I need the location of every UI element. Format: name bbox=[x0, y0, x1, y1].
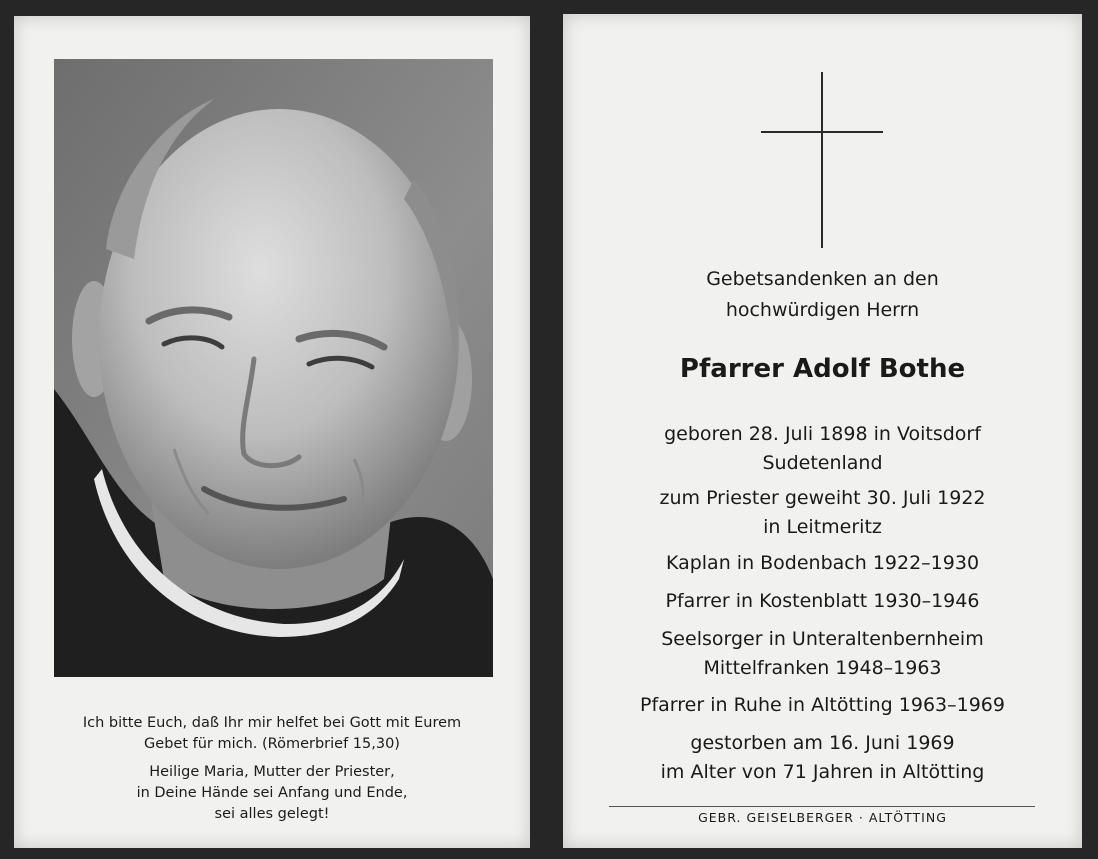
left-card bbox=[14, 16, 530, 848]
birth-line-2: Sudetenland bbox=[762, 452, 883, 474]
ordination-info bbox=[563, 484, 1082, 542]
prayer-line-1: Heilige Maria, Mutter der Priester, bbox=[149, 764, 395, 780]
marian-prayer bbox=[14, 762, 530, 825]
bible-verse-line-1: Ich bitte Euch, daß Ihr mir helfet bei Gott mit Eurem bbox=[82, 715, 462, 731]
pastoral-care-info bbox=[563, 625, 1082, 683]
portrait-illustration bbox=[54, 59, 493, 677]
death-line-1: gestorben am 16. Juni 1969 bbox=[690, 732, 955, 754]
heading-line-2: hochwürdigen Herrn bbox=[725, 299, 920, 321]
prayer-line-2: in Deine Hände sei Anfang und Ende, bbox=[136, 785, 408, 801]
death-line-2: im Alter von 71 Jahren in Altötting bbox=[660, 761, 985, 783]
birth-info bbox=[563, 420, 1082, 478]
memorial-heading bbox=[563, 264, 1082, 326]
portrait-photo bbox=[54, 59, 493, 677]
birth-line-1: geboren 28. Juli 1898 in Voitsdorf bbox=[664, 423, 981, 445]
ordination-line-1: zum Priester geweiht 30. Juli 1922 bbox=[659, 487, 986, 509]
pastoral-care-line-2: Mittelfranken 1948–1963 bbox=[703, 657, 942, 679]
deceased-name: Pfarrer Adolf Bothe bbox=[679, 354, 966, 384]
chaplain-info: Kaplan in Bodenbach 1922–1930 bbox=[665, 552, 980, 574]
pastoral-care-line-1: Seelsorger in Unteraltenbernheim bbox=[661, 628, 984, 650]
retirement-info: Pfarrer in Ruhe in Altötting 1963–1969 bbox=[640, 694, 1005, 716]
bible-verse-line-2: Gebet für mich. (Römerbrief 15,30) bbox=[144, 736, 400, 752]
divider-rule bbox=[609, 806, 1035, 807]
bible-verse bbox=[14, 713, 530, 755]
cross-icon bbox=[759, 70, 885, 250]
heading-line-1: Gebetsandenken an den bbox=[706, 268, 939, 290]
ordination-line-2: in Leitmeritz bbox=[763, 516, 882, 538]
prayer-line-3: sei alles gelegt! bbox=[214, 806, 330, 822]
death-info bbox=[563, 729, 1082, 787]
pastor-kostenblatt-info: Pfarrer in Kostenblatt 1930–1946 bbox=[665, 590, 980, 612]
right-card bbox=[563, 14, 1082, 848]
printer-imprint: GEBR. GEISELBERGER · ALTÖTTING bbox=[698, 810, 947, 825]
